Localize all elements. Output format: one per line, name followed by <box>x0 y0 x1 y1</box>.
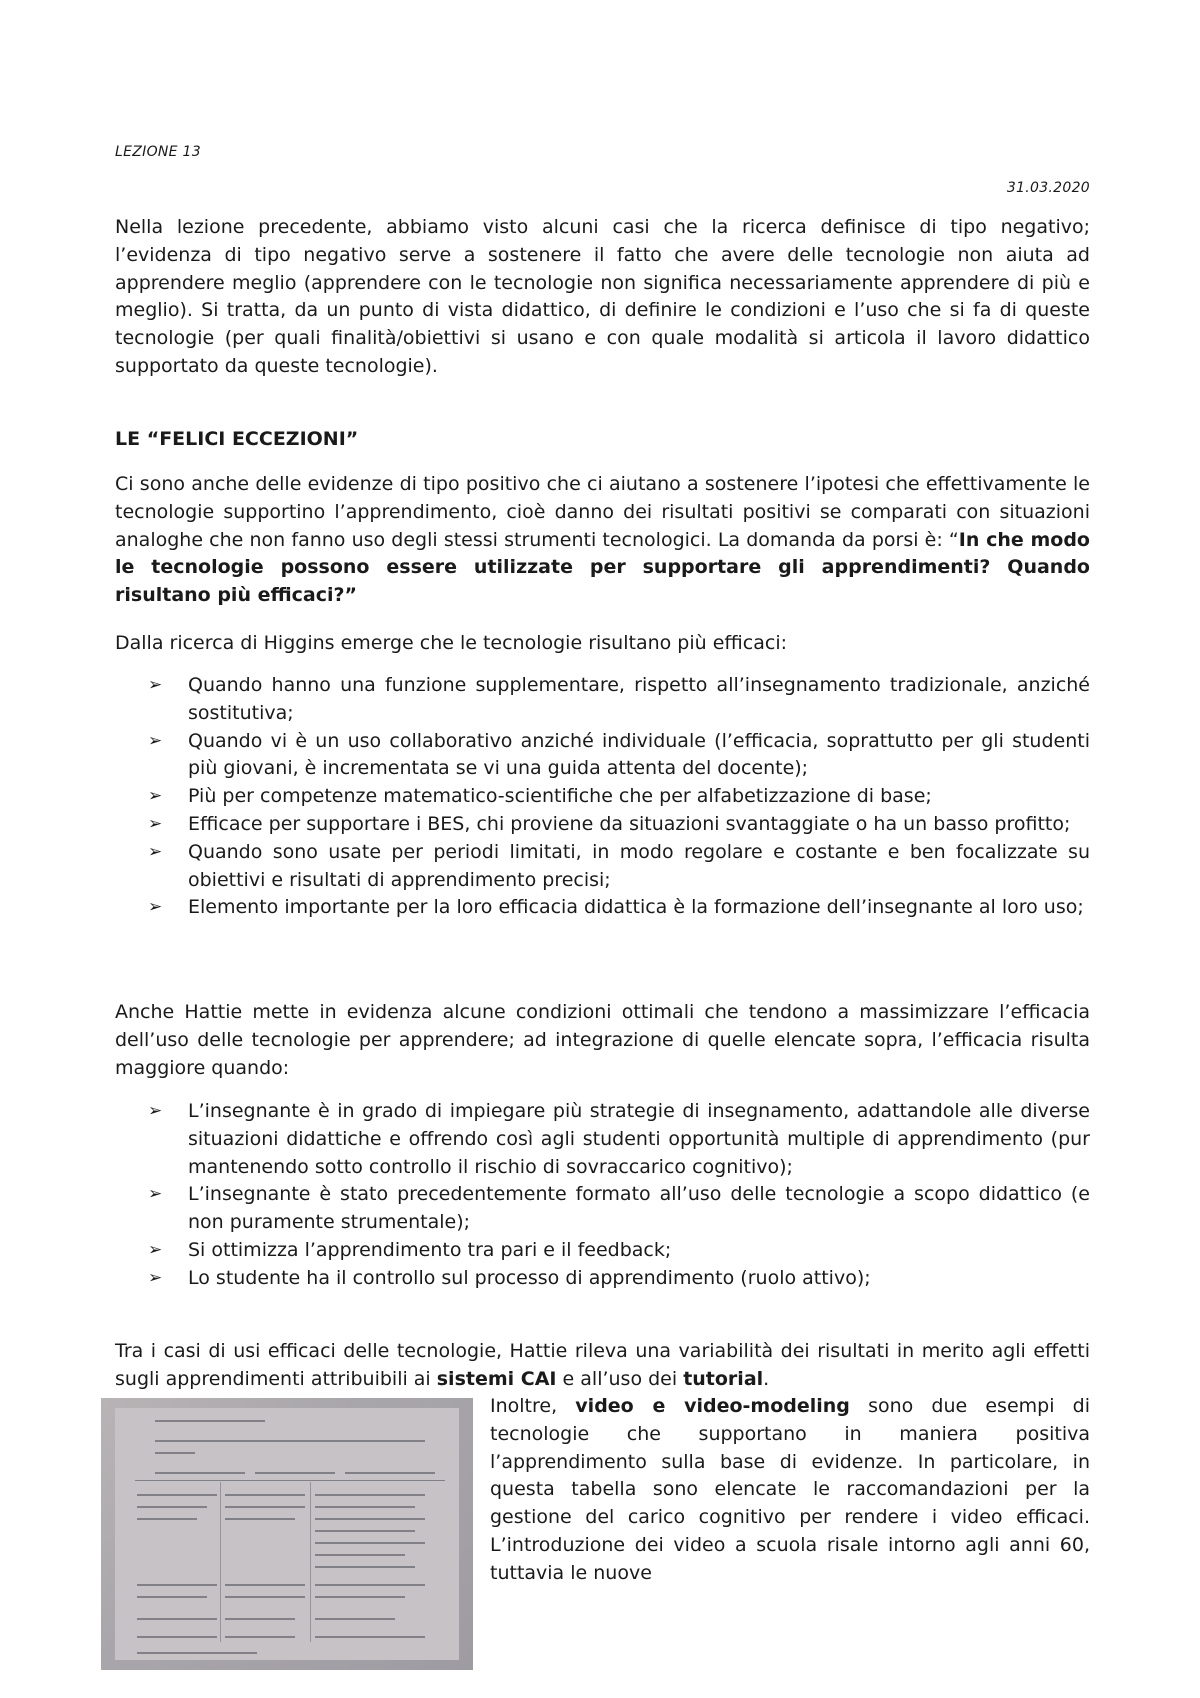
arrow-bullet-icon: ➢ <box>148 1239 163 1260</box>
table-photo <box>101 1398 473 1670</box>
lesson-label: LEZIONE 13 <box>115 144 201 160</box>
arrow-bullet-icon: ➢ <box>148 1267 163 1288</box>
higgins-item: ➢ Quando hanno una funzione supplementare, rispetto all’insegnamento tradizionale, anziché sostitutiva; <box>148 674 1090 724</box>
key-question: In che modo le tecnologie possono essere utilizzate per supportare gli apprendimenti? Quando risultano più efficaci? <box>115 528 1090 607</box>
final-paragraph-side: Inoltre, video e video-modeling sono due esempi di tecnologie che supportano in maniera positiva l’apprendimento sulla base di evidenze. In particolare, in questa tabella sono elencate le raccomandazioni per la gestione del carico cognitivo per rendere i video efficaci. L’introduzione dei video a scuola risale intorno agli anni 60, tuttavia le nuove <box>490 1395 1090 1584</box>
arrow-bullet-icon: ➢ <box>148 786 163 807</box>
higgins-item: ➢ Più per competenze matematico-scientifiche che per alfabetizzazione di base; <box>115 783 1090 811</box>
hattie-item: ➢ L’insegnante è stato precedentemente formato all’uso delle tecnologie a scopo didattico (e non puramente strumentale); <box>148 1183 1090 1234</box>
arrow-bullet-icon: ➢ <box>148 1184 163 1205</box>
arrow-bullet-icon: ➢ <box>148 730 163 751</box>
final-paragraph-top: Tra i casi di usi efficaci delle tecnologie, Hattie rileva una variabilità dei risultati in merito agli effetti sugli apprendimenti attribuibili ai sistemi CAI e all’uso dei tutorial. <box>115 1340 1090 1390</box>
hattie-item: ➢ Lo studente ha il controllo sul processo di apprendimento (ruolo attivo); <box>115 1265 1090 1293</box>
hattie-list <box>115 1098 1090 1293</box>
hattie-item: ➢ Si ottimizza l’apprendimento tra pari e il feedback; <box>115 1237 1090 1265</box>
video-modeling-term: video e video-modeling <box>575 1395 850 1417</box>
arrow-bullet-icon: ➢ <box>148 1101 163 1121</box>
higgins-item: ➢ Quando vi è un uso collaborativo anziché individuale (l’efficacia, soprattutto per gli studenti più giovani, è incrementata se vi una guida attenta del docente); <box>148 729 1090 780</box>
section-heading: LE “FELICI ECCEZIONI” <box>115 428 359 450</box>
hattie-item: ➢ L’insegnante è in grado di impiegare più strategie di insegnamento, adattandole alle diverse situazioni didattiche e offrendo così agli studenti opportunità multiple di apprendimento (pur mantenendo sotto controllo il rischio di sovraccarico cognitivo); <box>148 1100 1090 1178</box>
lesson-date: 31.03.2020 <box>1006 180 1090 196</box>
arrow-bullet-icon: ➢ <box>148 675 163 695</box>
higgins-list <box>115 672 1090 922</box>
tutorial-term: tutorial <box>683 1367 764 1390</box>
intro-paragraph: Nella lezione precedente, abbiamo visto alcuni casi che la ricerca definisce di tipo negativo; l’evidenza di tipo negativo serve a sostenere il fatto che avere delle tecnologie non aiuta ad apprendere meglio (apprendere con le tecnologie non significa necessariamente apprendere di più e meglio). Si tratta, da un punto di vista didattico, di definire le condizioni e l’uso che si fa di queste tecnologie (per quali finalità/obiettivi si usano e con quale modalità si articola il lavoro didattico supportato da queste tecnologie). <box>115 216 1090 377</box>
higgins-item: ➢ Efficace per supportare i BES, chi proviene da situazioni svantaggiate o ha un basso profitto; <box>115 811 1090 839</box>
higgins-item: ➢ Quando sono usate per periodi limitati, in modo regolare e costante e ben focalizzate su obiettivi e risultati di apprendimento precisi; <box>148 840 1090 891</box>
arrow-bullet-icon: ➢ <box>148 841 163 862</box>
cai-term: sistemi CAI <box>436 1367 557 1390</box>
higgins-item: ➢ Elemento importante per la loro efficacia didattica è la formazione dell’insegnante al loro uso; <box>115 894 1090 922</box>
evidence-paragraph: Ci sono anche delle evidenze di tipo positivo che ci aiutano a sostenere l’ipotesi che effettivamente le tecnologie supportino l’apprendimento, cioè danno dei risultati positivi se comparati con situazioni analoghe che non fanno uso degli stessi strumenti tecnologici. La domanda da porsi è: “In che modo le tecnologie possono essere utilizzate per supportare gli apprendimenti? Quando risultano più efficaci?” <box>115 473 1090 607</box>
arrow-bullet-icon: ➢ <box>148 813 163 834</box>
higgins-intro: Dalla ricerca di Higgins emerge che le tecnologie risultano più efficaci: <box>115 632 787 654</box>
hattie-intro: Anche Hattie mette in evidenza alcune condizioni ottimali che tendono a massimizzare l’efficacia dell’uso delle tecnologie per apprendere; ad integrazione di quelle elencate sopra, l’efficacia risulta maggiore quando: <box>115 1001 1090 1079</box>
arrow-bullet-icon: ➢ <box>148 897 163 918</box>
